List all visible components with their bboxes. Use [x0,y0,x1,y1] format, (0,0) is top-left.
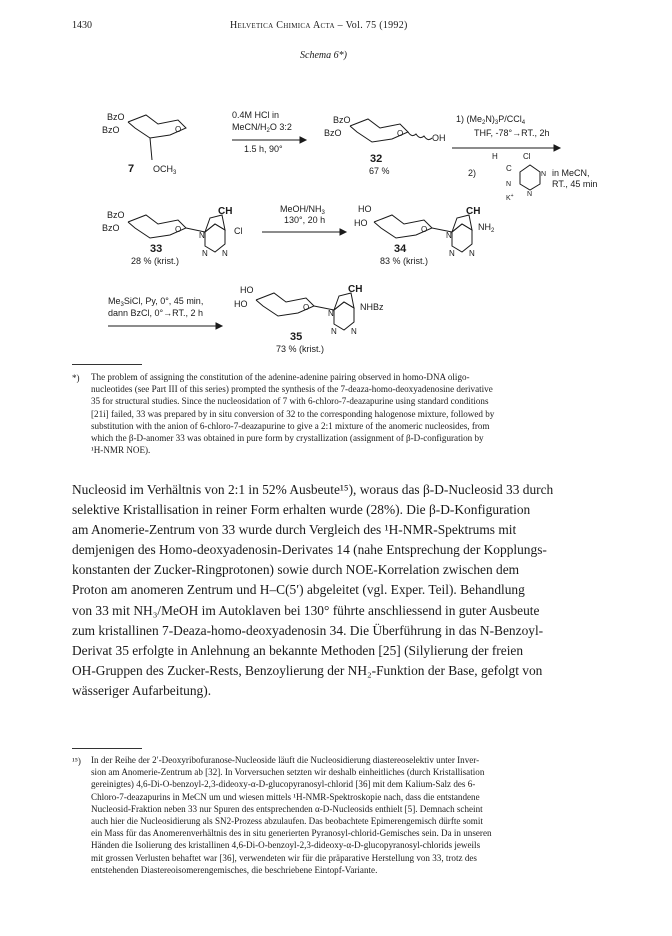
body-line: selektive Kristallisation in reiner Form erhalten wurde (28%). Die β-D-Konfiguration [72,502,531,518]
c35-ho-1: HO [240,285,254,295]
compound-33-pyrrole-ring [205,215,225,232]
arrow2-n2: N [506,181,512,188]
arrow1-line2: MeCN/$H_2O$ 3:2 [232,122,292,134]
arrow2-step2: 2) [468,168,477,178]
c34-label: 34 [394,243,407,255]
body-line: Proton am anomeren Zentrum und H–C(5′) abgeleitet (vgl. Exper. Teil). Behandlung [72,582,525,598]
footnote-15-line: In der Reihe der 2′-Deoxyribofuranose-Nucleoside läuft die Nucleosidierung diastereoselektiv unter Inver- [91,755,480,765]
c33-label: 33 [150,243,163,255]
reaction-scheme [0,0,672,360]
arrow2-n1: N [541,171,547,178]
arrow2-step1: 1) $(Me_2N)_3P/CCl_4$ [456,114,526,126]
c32-bzo-2: BzO [324,128,342,138]
arrow1-below: 1.5 h, 90° [244,144,283,154]
scheme-footnote [91,371,602,456]
arrow2-k: K+ [506,193,514,202]
c35-ch: CH [348,284,363,295]
c35-n1: N [328,309,334,318]
c33-n2: N [202,249,208,258]
arrow3-line1: MeOH/$NH_3$ [280,204,325,216]
body-line: konstanten der Zucker-Ringprotonen) sowie durch NOE-Korrelation zwischen dem [72,562,520,578]
c33-ring-o: O [175,225,182,234]
journal-name: Helvetica Chimica Acta [230,20,335,31]
c35-ho-2: HO [234,299,248,309]
arrow-3-head [340,229,346,235]
c33-bzo-1: BzO [107,210,125,220]
body-line: Nucleosid im Verhältnis von 2:1 in 52% Ausbeute¹⁵), woraus das β-D-Nucleosid 33 durch [72,482,554,497]
c33-yield: 28 % (krist.) [131,256,180,266]
arrow4-line1: $Me_3SiCl$, Py, 0°, 45 min, [108,296,204,308]
arrow-2-head [554,145,560,151]
c33-cl: Cl [234,226,243,236]
c34-yield: 83 % (krist.) [380,256,429,266]
c32-ring-o: O [397,129,404,138]
footnote-15-line: entstehenden Diastereoisomerengemisches, die beschriebene Eintopf-Variante. [91,864,378,875]
scheme-footnote-marker: *) [72,373,80,383]
arrow2-cond2b: RT., 45 min [552,179,598,189]
c35-n3: N [351,327,357,336]
body-paragraph [72,480,602,701]
arrow2-cond2a: in MeCN, [552,168,590,178]
c32-label: 32 [370,153,383,165]
page-number: 1430 [72,20,92,31]
arrow4-line2: dann BzCl, 0°→RT., 2 h [108,308,203,318]
c7-label: 7 [128,163,135,175]
footnote-15-line: auch hier die Nucleosidierung als SN2-Prozess abzulaufen. Das beobachtete Epimerengemisch dürfte somit [91,816,483,827]
scheme-footnote-line: substitution with the anion of 6-chloro-7-deazapurine to give a 2:1 mixture of the anomeric nucleosides, from [91,420,490,431]
footnote-15-line: Chloro-7-deazapurins in MeCN um und wiesen mittels ¹H-NMR-Spektroskopie nach, dass die entstandene [91,791,480,802]
c34-ho-1: HO [358,204,372,214]
arrow-1-head [300,137,306,143]
c32-bzo-1: BzO [333,115,351,125]
c33-n3: N [222,249,228,258]
c32-oh: OH [432,133,446,143]
c7-bzo-2: BzO [102,125,120,135]
c7-bzo-1: BzO [107,112,125,122]
c34-ho-2: HO [354,218,368,228]
scheme-footnote-line: [21i] failed, 33 was prepared by in situ conversion of 32 to the corresponding halogenose mixture, followed by [91,408,495,419]
compound-34-pyrrole-ring [452,215,472,232]
c35-nhbz: NHBz [360,302,384,312]
c34-n2: N [449,249,455,258]
arrow2-n3: N [527,191,533,198]
footnote-15-line: Nucleosid-Fraktion neben 33 nur Spuren des entsprechenden α-D-Nucleosids enthielt [5]. Demnach scheint [91,803,483,814]
footnote-15-line: gereinigtes) 4,6-Di-O-benzoyl-2,3-dideoxy-α-D-glucopyranosyl-chlorid [36] mit dem Kalium-Salz des 6- [91,779,476,790]
c33-bzo-2: BzO [102,223,120,233]
c33-ch: CH [218,206,233,217]
scheme-footnote-line: The problem of assigning the constitution of the adenine-adenine pairing observed in homo-DNA oligo- [91,372,470,382]
c34-n3: N [469,249,475,258]
body-line: Derivat 35 erfolgte in Anlehnung an bekannte Methoden [25] (Silylierung der freien [72,642,524,658]
c35-yield: 73 % (krist.) [276,344,325,354]
c35-n2: N [331,327,337,336]
arrow2-c: C [506,164,512,173]
arrow3-line2: 130°, 20 h [284,215,326,225]
arrow1-line1: 0.4M HCl in [232,110,280,120]
body-line: zum kristallinen 7-Deaza-homo-deoxyadenosin 34. Die Überführung in das N-Benzoyl- [72,622,544,638]
compound-35-pyrrole-ring [334,293,354,310]
footnote-rule-1 [72,364,142,365]
c34-ch: CH [466,206,481,217]
c35-ring-o: O [303,303,310,312]
scheme-footnote-line: ¹H-NMR NOE). [91,445,151,456]
body-line: OH-Gruppen des Zucker-Rests, Benzoylierung der NH₂-Funktion der Base, gefolgt von [72,662,543,678]
scheme-title: Schema 6*) [300,50,347,61]
scheme-footnote-line: nucleotides (see Part III of this series) prompted the synthesis of the 7-deaza-homo-deoxyadenosine derivative [91,384,493,395]
footnote-15-marker: ¹⁵) [72,756,81,766]
compound-32-wavy-bond [408,132,432,140]
body-line: wässeriger Aufarbeitung). [72,682,212,698]
c33-n1: N [199,231,205,240]
arrow2-h: H [492,152,498,161]
body-line: am Anomerie-Zentrum von 33 wurde durch Vergleich des ¹H-NMR-Spektrums mit [72,522,517,538]
arrow2-cl: Cl [523,152,531,161]
footnote-15-line: ein Mass für das Anomerenverhältnis des in situ generierten Pyranosyl-chlorid-Gemisches sein. Da in unseren [91,828,492,839]
footnote-rule-2 [72,748,142,749]
c7-och3: $OCH_3$ [153,164,177,176]
scheme-footnote-line: 35 for structural studies. Since the nucleosidation of 7 with 6-chloro-7-deazapurine using standard conditions [91,396,489,407]
reagent-deazapurine-ring [520,165,540,190]
footnote-15-line: mit grossen Verlusten behaftet war [36], verwendeten wir für die präparative Herstellung von 33, trotz des [91,852,477,863]
c7-ring-o: O [175,125,182,134]
c34-ring-o: O [421,225,428,234]
footnote-15-line: Händen die Isolierung des kristallinen 4,6-Di-O-benzoyl-2,3-dideoxy-α-D-glucopyranosyl-chlorids jeweils [91,840,481,851]
arrow-4-head [216,323,222,329]
arrow2-cond1: THF, -78°→RT., 2h [474,128,550,138]
c34-n1: N [446,231,452,240]
c34-nh2: $NH_2$ [478,222,495,234]
footnote-15-line: sion am Anomerie-Zentrum ab [32]. In Vorversuchen setzten wir deshalb einheitliches (durch Kristallisation [91,767,485,778]
compound-7-bond [150,138,152,160]
body-line: von 33 mit NH₃/MeOH im Autoklaven bei 130° führte anschliessend in guter Ausbeute [72,602,540,618]
body-line: demjenigen des Homo-deoxyadenosin-Derivates 14 (nahe Entsprechung der Kopplungs- [72,542,547,558]
c32-yield: 67 % [369,166,390,176]
c35-label: 35 [290,331,303,343]
journal-volume: Vol. 75 (1992) [345,20,408,31]
footnote-15 [91,754,602,876]
header-separator: – [337,20,346,31]
scheme-footnote-line: which the β-D-anomer 33 was obtained in pure form by crystallization (assignment of β-D-configuration by [91,433,484,444]
